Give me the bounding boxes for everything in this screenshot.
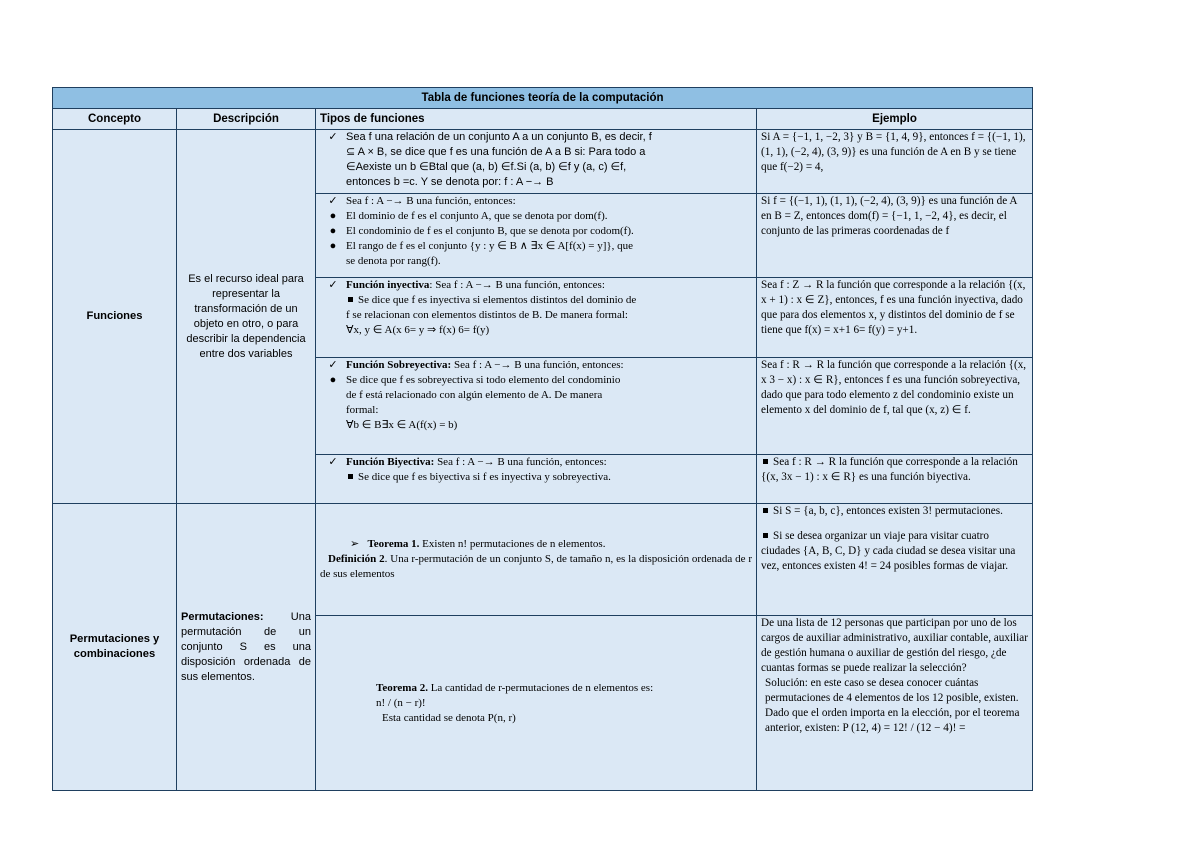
header-tipos: Tipos de funciones [316, 109, 757, 130]
tipo-cell-inyectiva: ✓ Función inyectiva: Sea f : A −→ B una función, entonces: Se dice que f es inyectiva si elementos distintos del dominio de f se relacionan con elementos distintos de B. De manera formal: ∀x, y ∈ A(x 6= y ⇒ f(x) 6= f(y) [316, 278, 757, 358]
bullet-icon: ● [329, 240, 337, 252]
descripcion-funciones: Es el recurso ideal para representar la transformación de un objeto en otro, o para describir la dependencia entre dos variables [177, 130, 316, 504]
header-ejemplo: Ejemplo [757, 109, 1033, 130]
table-title: Tabla de funciones teoría de la computación [53, 88, 1033, 109]
concepto-funciones: Funciones [53, 130, 177, 504]
square-bullet-icon [348, 474, 353, 479]
check-icon: ✓ [328, 456, 338, 468]
tipo-cell-teorema-2: Teorema 2. La cantidad de r-permutaciones de n elementos es: n! / (n − r)! Esta cantidad se denota P(n, r) [316, 616, 757, 791]
square-bullet-icon [763, 459, 768, 464]
square-bullet-icon [763, 533, 768, 538]
ejemplo-cell-definicion: Si A = {−1, 1, −2, 3} y B = {1, 4, 9}, entonces f = {(−1, 1), (1, 1), (−2, 4), (3, 9)} es una función de A en B y se tiene que f(−2) = 4, [757, 130, 1033, 194]
ejemplo-cell-teorema-2: De una lista de 12 personas que participan por uno de los cargos de auxiliar administrativo, auxiliar contable, auxiliar de gestión humana o auxiliar de gestión del riesgo, ¿de cuantas formas se puede realizar la selección? Solución: en este caso se desea conocer cuántas permutaciones de 4 elementos de los 12 posible, existen. Dado que el orden importa en la elección, por el teorema anterior, existen: P (12, 4) = 12! / (12 − 4)! = [757, 616, 1033, 791]
ejemplo-cell-biyectiva: Sea f : R → R la función que corresponde a la relación {(x, 3x − 1) : x ∈ R} es una función biyectiva. [757, 455, 1033, 504]
tipo-cell-definicion: ✓ Sea f una relación de un conjunto A a un conjunto B, es decir, f ⊆ A × B, se dice que f es una función de A a B si: Para todo a ∈Aexiste un b ∈Btal que (a, b) ∈f.Si (a, b) ∈f y (a, c) ∈f, entonces b =c. Y se denota por: f : A −→ B [316, 130, 757, 194]
tipo-cell-biyectiva: ✓ Función Biyectiva: Sea f : A −→ B una función, entonces: Se dice que f es biyectiva si f es inyectiva y sobreyectiva. [316, 455, 757, 504]
check-icon: ✓ [328, 195, 338, 207]
tipo-cell-dominio: ✓ Sea f : A −→ B una función, entonces: ● El dominio de f es el conjunto A, que se denota por dom(f). ● El condominio de f es el conjunto B, que se denota por codom(f). ● El rango de f es el conjunto {y : y ∈ B ∧ ∃x ∈ A[f(x) = y]}, que se denota por rang(f). [316, 194, 757, 278]
tipo-cell-sobreyectiva: ✓ Función Sobreyectiva: Sea f : A −→ B una función, entonces: ● Se dice que f es sobreyectiva si todo elemento del condominio de f está relacionado con algún elemento de A. De manera formal: ∀b ∈ B∃x ∈ A(f(x) = b) [316, 358, 757, 455]
ejemplo-cell-teorema-1: Si S = {a, b, c}, entonces existen 3! permutaciones. Si se desea organizar un viaje para visitar cuatro ciudades {A, B, C, D} y cada ciudad se desea visitar una vez, entonces existen 4! = 24 posibles formas de viajar. [757, 504, 1033, 616]
ejemplo-cell-sobreyectiva: Sea f : R → R la función que corresponde a la relación {(x, x 3 − x) : x ∈ R}, entonces f es una función sobreyectiva, dado que para todo elemento z del condominio existe un elemento x del dominio de f, tal que (x, z) ∈ f. [757, 358, 1033, 455]
square-bullet-icon [763, 508, 768, 513]
check-icon: ✓ [328, 131, 338, 143]
ejemplo-cell-dominio: Si f = {(−1, 1), (1, 1), (−2, 4), (3, 9)} es una función de A en B = Z, entonces dom(f) = {−1, 1, −2, 4}, es decir, el conjunto de las primeras coordenadas de f [757, 194, 1033, 278]
header-concepto: Concepto [53, 109, 177, 130]
bullet-icon: ● [329, 225, 337, 237]
ejemplo-cell-inyectiva: Sea f : Z → R la función que corresponde a la relación {(x, x + 1) : x ∈ Z}, entonces, f es una función inyectiva, dado que para dos elementos x, y distintos del dominio de f se tiene que f(x) = x+1 6= f(y) = y+1. [757, 278, 1033, 358]
check-icon: ✓ [328, 279, 338, 291]
tipo-cell-teorema-1: ➢ Teorema 1. Existen n! permutaciones de n elementos. Definición 2. Una r-permutación de un conjunto S, de tamaño n, es la disposición ordenada de r de sus elementos [316, 504, 757, 616]
check-icon: ✓ [328, 359, 338, 371]
descripcion-permutaciones: Permutaciones: Una permutación de un conjunto S es una disposición ordenada de sus elementos. [177, 504, 316, 791]
concepto-permutaciones: Permutaciones y combinaciones [53, 504, 177, 791]
bullet-icon: ● [329, 374, 337, 386]
arrow-icon: ➢ [350, 538, 360, 550]
header-descripcion: Descripción [177, 109, 316, 130]
functions-table [52, 87, 1033, 791]
bullet-icon: ● [329, 210, 337, 222]
square-bullet-icon [348, 297, 353, 302]
